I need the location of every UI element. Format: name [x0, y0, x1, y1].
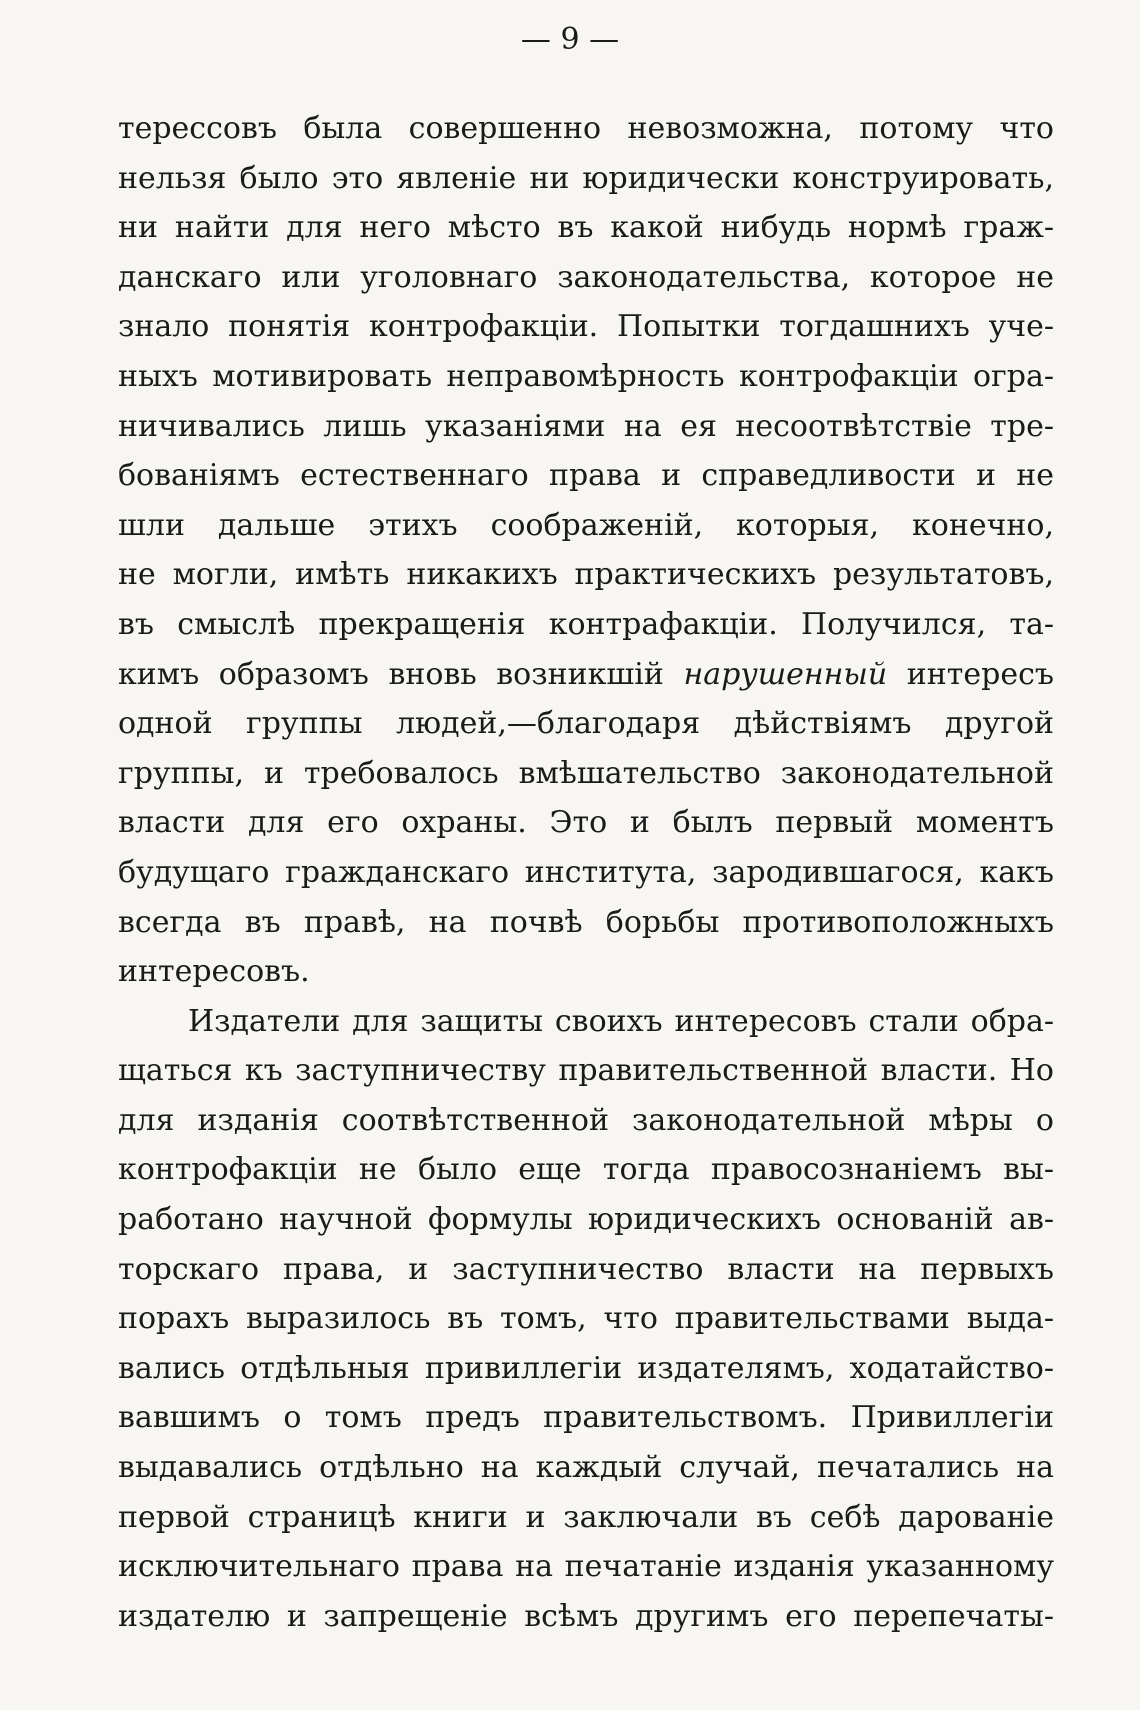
- text-line: шли дальше этихъ соображеній, которыя, конечно,: [118, 507, 1054, 543]
- text-line: первой страницѣ книги и заключали въ себѣ дарованіе: [118, 1499, 1054, 1535]
- text-line: контрофакціи не было еще тогда правосознаніемъ вы-: [118, 1152, 1054, 1188]
- text-line: бованіямъ естественнаго права и справедливости и не: [118, 458, 1054, 494]
- paragraph-first-line: Издатели для защиты своихъ интересовъ стали обра-: [188, 1003, 1054, 1039]
- text-line: торскаго права, и заступничество власти на первыхъ: [118, 1251, 1054, 1287]
- text-line: порахъ выразилось въ томъ, что правительствами выда-: [118, 1301, 1054, 1337]
- text-line: не могли, имѣть никакихъ практическихъ результатовъ,: [118, 557, 1054, 593]
- text-line: издателю и запрещеніе всѣмъ другимъ его перепечаты-: [118, 1598, 1054, 1634]
- text-line: щаться къ заступничеству правительственной власти. Но: [118, 1053, 1054, 1089]
- text-line: знало понятія контрофакціи. Попытки тогдашнихъ уче-: [118, 309, 1054, 345]
- text-line: будущаго гражданскаго института, зародившагося, какъ: [118, 854, 1054, 890]
- text-fragment: кимъ образомъ вновь возникшій: [118, 656, 684, 692]
- text-line: въ смыслѣ прекращенія контрафакціи. Получился, та-: [118, 606, 1054, 642]
- text-line: ни найти для него мѣсто въ какой нибудь нормѣ граж-: [118, 210, 1054, 246]
- text-line: для изданія соотвѣтственной законодательной мѣры о: [118, 1102, 1054, 1138]
- body-text: [118, 104, 1054, 1641]
- text-line: ничивались лишь указаніями на ея несоотвѣтствіе тре-: [118, 408, 1054, 444]
- text-line: одной группы людей,—благодаря дѣйствіямъ другой: [118, 706, 1054, 742]
- text-line: интересовъ.: [118, 954, 310, 990]
- text-fragment: интересъ: [887, 656, 1054, 692]
- text-line: власти для его охраны. Это и былъ первый моментъ: [118, 805, 1054, 841]
- italic-word: нарушенный: [683, 656, 888, 692]
- text-line: ныхъ мотивировать неправомѣрность контрофакціи огра-: [118, 358, 1054, 394]
- text-line: работано научной формулы юридическихъ основаній ав-: [118, 1202, 1054, 1238]
- text-line: вавшимъ о томъ предъ правительствомъ. Привиллегіи: [118, 1400, 1054, 1436]
- text-line: нельзя было это явленіе ни юридически конструировать,: [118, 160, 1054, 196]
- text-line: всегда въ правѣ, на почвѣ борьбы противоположныхъ: [118, 904, 1054, 940]
- page-number: — 9 —: [520, 22, 620, 57]
- text-line: терессовъ была совершенно невозможна, потому что: [118, 111, 1054, 146]
- text-line-with-emphasis: [118, 650, 1054, 700]
- text-line: вались отдѣльныя привиллегіи издателямъ, ходатайство-: [118, 1350, 1054, 1386]
- text-line: группы, и требовалось вмѣшательство законодательной: [118, 755, 1054, 791]
- text-line: выдавались отдѣльно на каждый случай, печатались на: [118, 1450, 1054, 1486]
- text-line: данскаго или уголовнаго законодательства, которое не: [118, 259, 1054, 295]
- text-line: исключительнаго права на печатаніе изданія указанному: [118, 1549, 1054, 1585]
